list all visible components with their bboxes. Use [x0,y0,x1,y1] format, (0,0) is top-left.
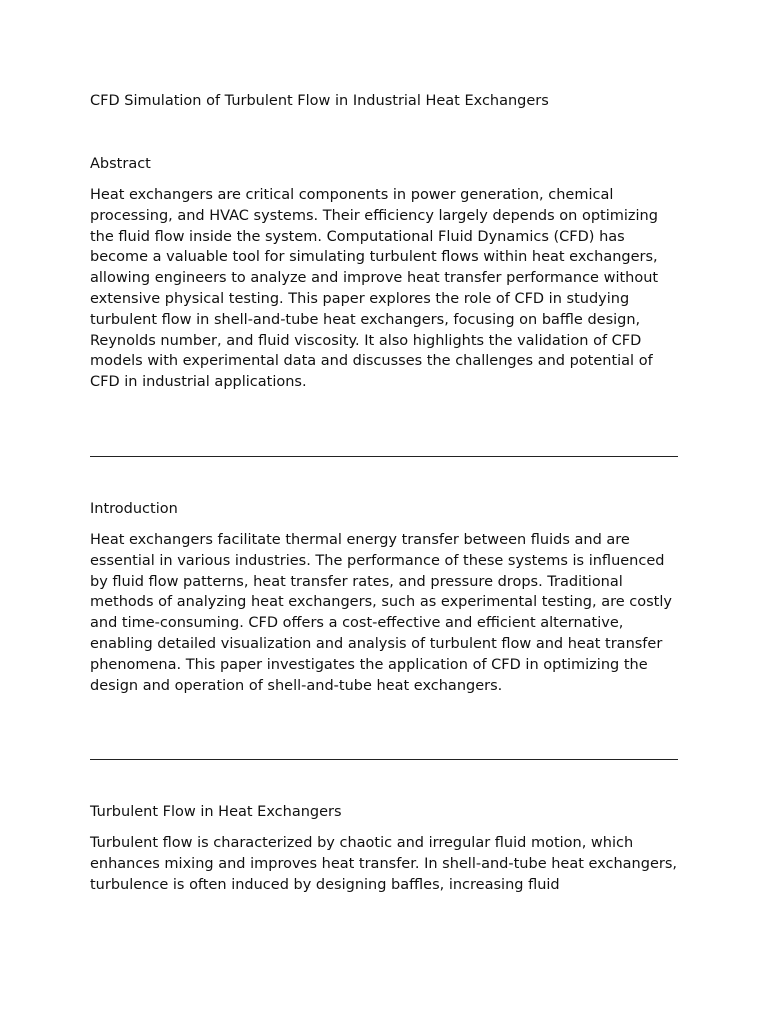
section-body-introduction: Heat exchangers facilitate thermal energy transfer between fluids and are essential in various industries. The performance of these systems is influenced by fluid flow patterns, heat transfer rates, and pressure drops. Traditional methods of analyzing heat exchangers, such as experimental testing, are costly and time-consuming. CFD offers a cost-effective and efficient alternative, enabling detailed visualization and analysis of turbulent flow and heat transfer phenomena. This paper investigates the application of CFD in optimizing the design and operation of shell-and-tube heat exchangers. [90,531,672,694]
section-heading-turbulent-flow: Turbulent Flow in Heat Exchangers [90,804,342,821]
section-divider [90,759,678,760]
document-title: CFD Simulation of Turbulent Flow in Industrial Heat Exchangers [90,93,549,109]
document-page [90,91,678,896]
section-body-abstract: Heat exchangers are critical components in power generation, chemical processing, and HVAC systems. Their efficiency largely depends on optimizing the fluid flow inside the system. Computational Fluid Dynamics (CFD) has become a valuable tool for simulating turbulent flows within heat exchangers, allowing engineers to analyze and improve heat transfer performance without extensive physical testing. This paper explores the role of CFD in studying turbulent flow in shell-and-tube heat exchangers, focusing on baffle design, Reynolds number, and fluid viscosity. It also highlights the validation of CFD models with experimental data and discusses the challenges and potential of CFD in industrial applications. [90,187,659,391]
section-heading-introduction: Introduction [90,500,178,517]
section-divider [90,456,678,457]
section-body-turbulent-flow: Turbulent flow is characterized by chaotic and irregular fluid motion, which enhances mixing and improves heat transfer. In shell-and-tube heat exchangers, turbulence is often induced by designing baffles, increasing fluid [90,835,677,893]
section-heading-abstract: Abstract [90,156,151,172]
